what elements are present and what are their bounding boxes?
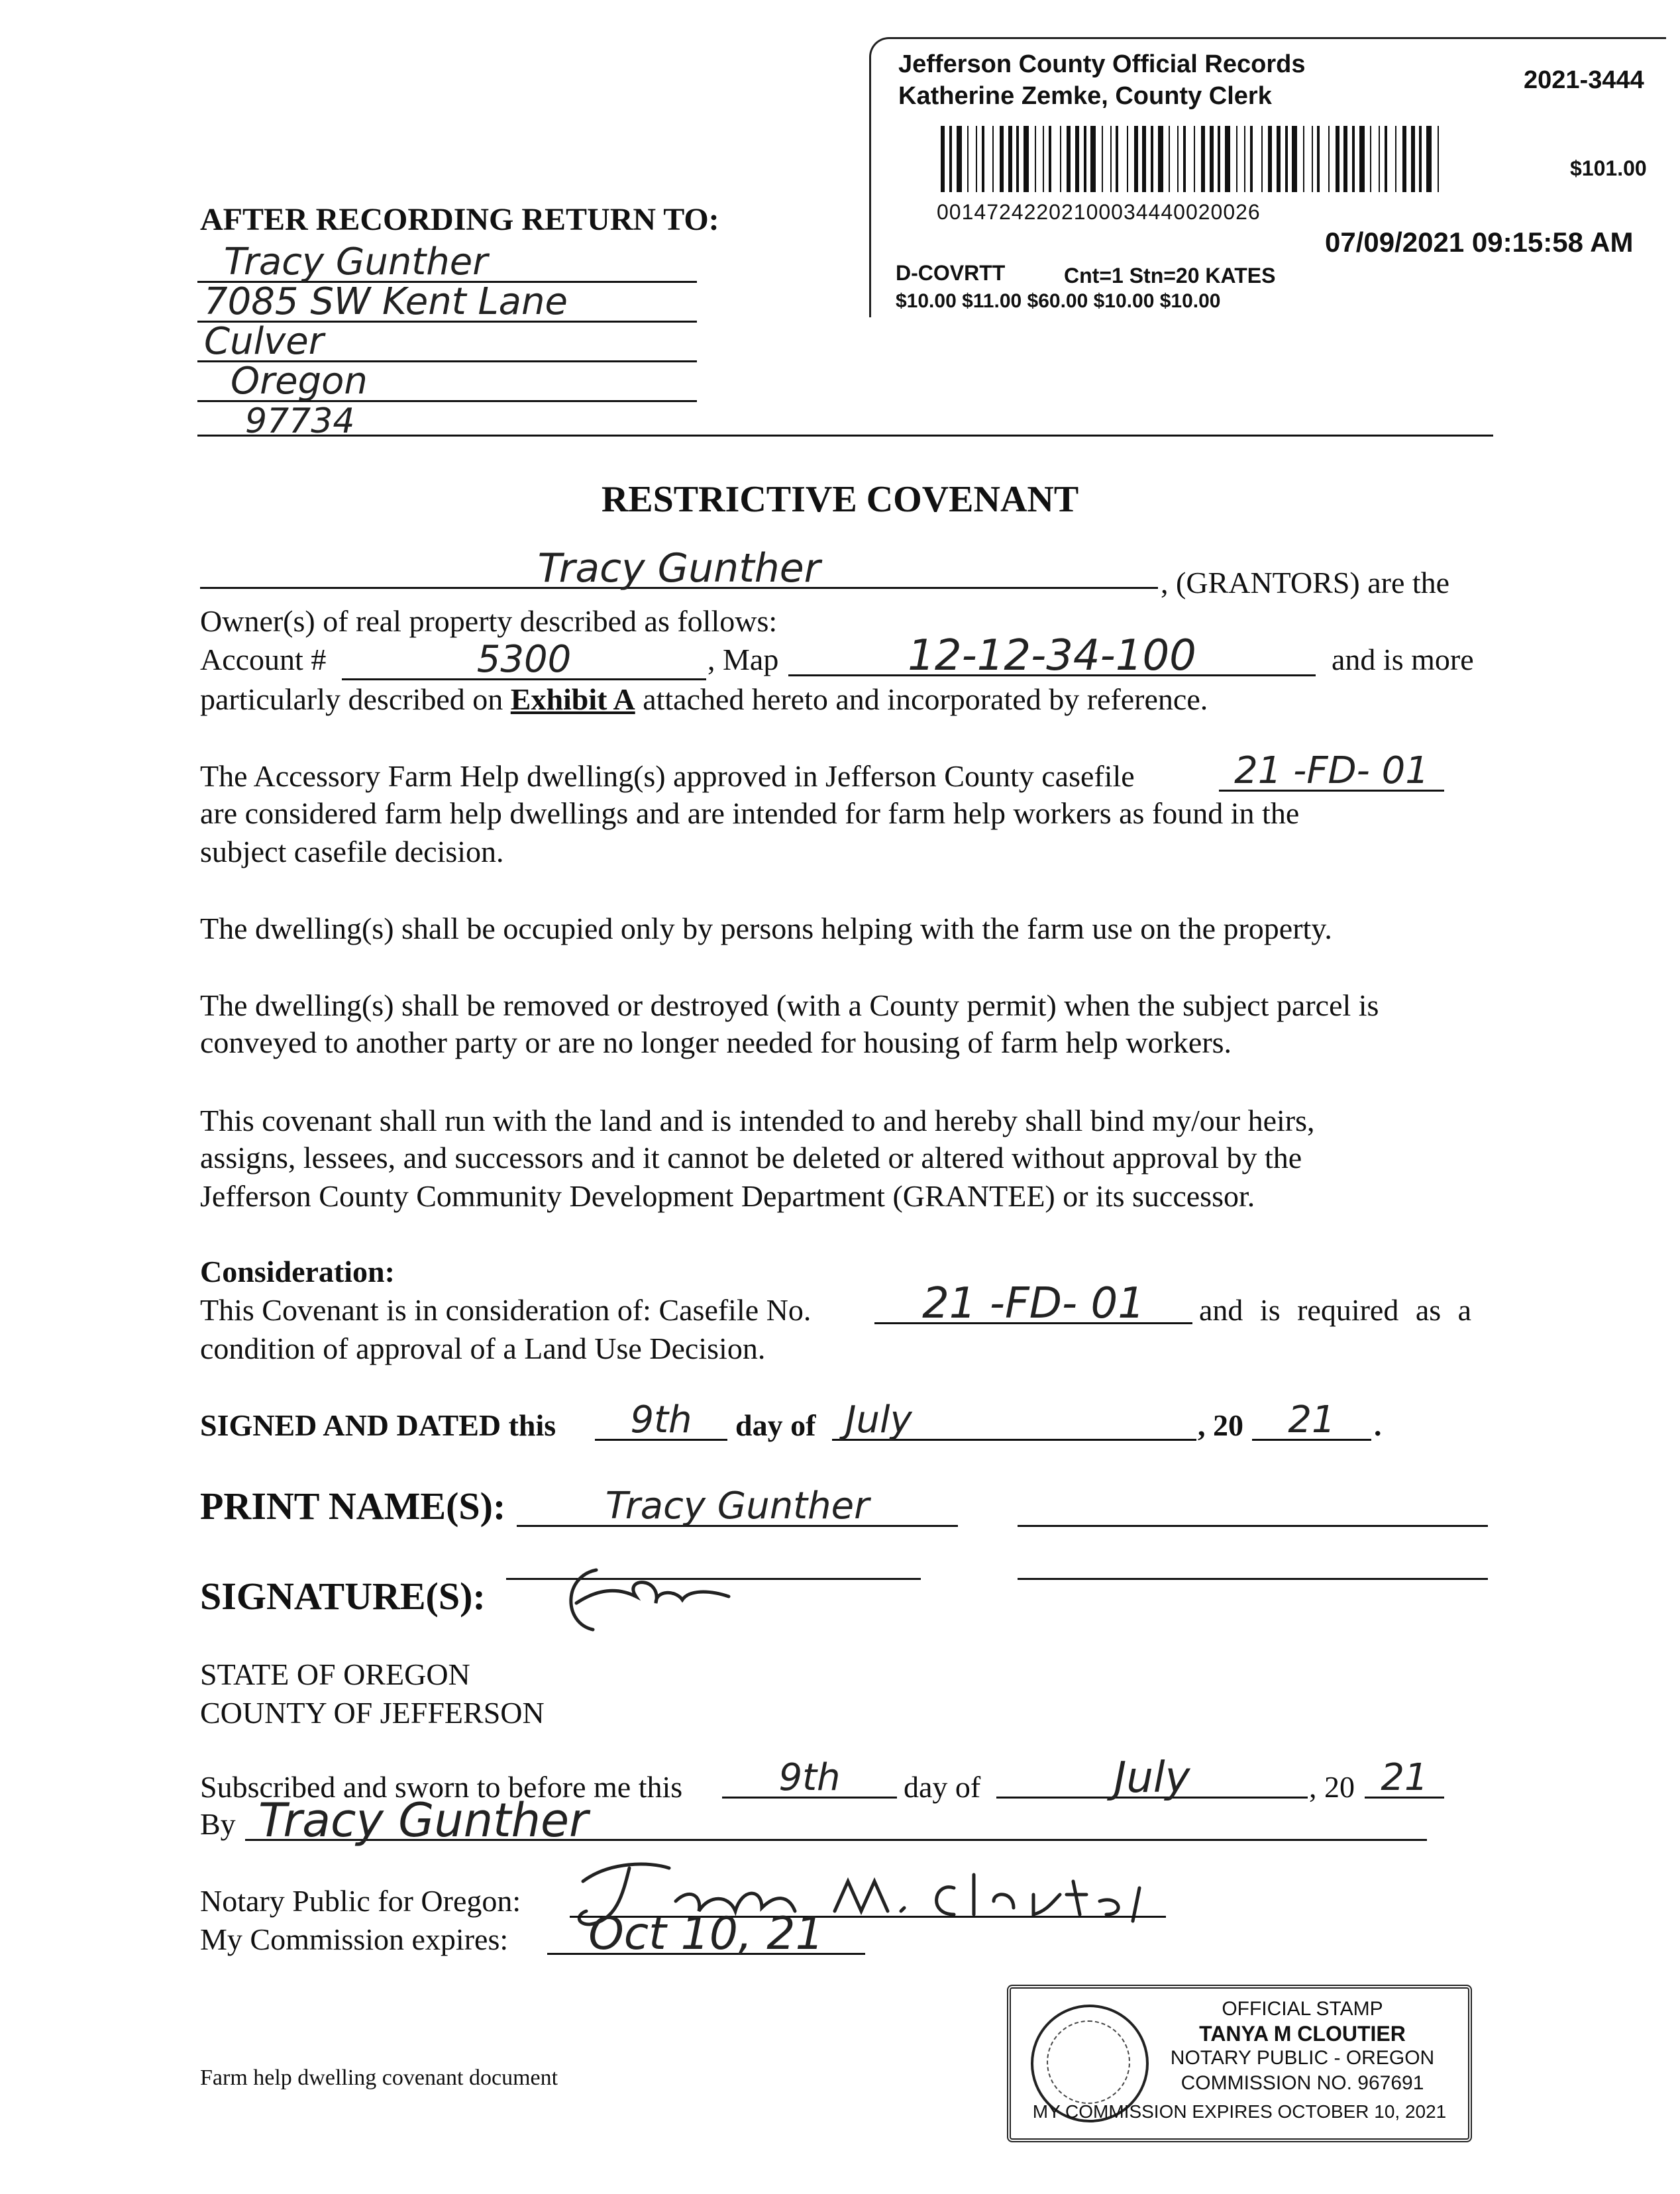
return-line-4: Oregon xyxy=(197,363,697,402)
barcode-bar xyxy=(949,126,952,192)
accessory-line-3: subject casefile decision. xyxy=(200,835,504,868)
exhibit-a-ref: Exhibit A xyxy=(510,682,635,716)
barcode-bar xyxy=(1008,126,1012,192)
accessory-line-2: are considered farm help dwellings and are intended for farm help workers as found in the xyxy=(200,796,1300,830)
barcode-bar xyxy=(1261,126,1263,192)
footer-note: Farm help dwelling covenant document xyxy=(200,2065,558,2090)
consideration-pre: This Covenant is in consideration of: Casefile No. xyxy=(200,1293,812,1327)
signed-year-prefix: , 20 xyxy=(1198,1408,1243,1442)
owner-line: Owner(s) of real property described as follows: xyxy=(200,604,778,638)
return-line-3: Culver xyxy=(197,323,697,362)
sworn-year-field: 21 xyxy=(1365,1759,1444,1799)
sworn-year-prefix: , 20 xyxy=(1309,1770,1355,1804)
recording-clerk: Katherine Zemke, County Clerk xyxy=(898,82,1272,110)
recording-code: D-COVRTT xyxy=(896,261,1006,285)
removed-line-1: The dwelling(s) shall be removed or destroyed (with a County permit) when the subject parcel is xyxy=(200,988,1379,1022)
barcode-bar xyxy=(1177,126,1179,192)
consideration-heading: Consideration: xyxy=(200,1255,395,1288)
barcode-bar xyxy=(1084,126,1086,192)
barcode-bar xyxy=(1158,126,1163,192)
recording-counts: Cnt=1 Stn=20 KATES xyxy=(1064,264,1276,287)
barcode-bar xyxy=(1385,126,1387,192)
signature-field-2 xyxy=(1018,1578,1488,1580)
covenant-line-1: This covenant shall run with the land and is intended to and hereby shall bind my/our heirs, xyxy=(200,1104,1315,1137)
barcode-bar xyxy=(1352,126,1355,192)
barcode-bar xyxy=(1110,126,1112,192)
barcode-bar xyxy=(1268,126,1272,192)
covenant-line-2: assigns, lessees, and successors and it cannot be deleted or altered without approval by the xyxy=(200,1141,1302,1175)
removed-line-2: conveyed to another party or are no longer needed for housing of farm help workers. xyxy=(200,1025,1232,1059)
recording-fees: $10.00 $11.00 $60.00 $10.00 $10.00 xyxy=(896,290,1221,312)
barcode-bar xyxy=(1134,126,1138,192)
notary-official-stamp xyxy=(1007,1985,1472,2142)
return-line-2: 7085 SW Kent Lane xyxy=(197,284,697,323)
sworn-pre: Subscribed and sworn to before me this xyxy=(200,1770,683,1804)
barcode-bar xyxy=(1043,126,1044,192)
barcode-bar xyxy=(1127,126,1128,192)
barcode-bar xyxy=(1419,126,1422,192)
barcode-bar xyxy=(1169,126,1170,192)
barcode-bar xyxy=(967,126,969,192)
grantor-suffix: , (GRANTORS) are the xyxy=(1161,566,1450,600)
header-divider xyxy=(197,435,1493,437)
barcode-bar xyxy=(1049,126,1051,192)
barcode-bar xyxy=(1194,126,1195,192)
barcode-bar xyxy=(1244,126,1245,192)
barcode-bar xyxy=(1292,126,1297,192)
barcode-bar xyxy=(1225,126,1230,192)
barcode-bar xyxy=(1250,126,1253,192)
barcode-bar xyxy=(1402,126,1406,192)
consideration-post: and is required as a xyxy=(1199,1293,1472,1327)
grantor-name-field: Tracy Gunther xyxy=(200,550,1158,589)
barcode-image xyxy=(941,126,1451,192)
commission-field: Oct 10, 21 xyxy=(547,1916,865,1955)
barcode-number: 00147242202100034440020026 xyxy=(937,200,1261,224)
consideration-line-2: condition of approval of a Land Use Decision. xyxy=(200,1332,766,1365)
barcode-bar xyxy=(1370,126,1371,192)
return-line-1: Tracy Gunther xyxy=(197,244,697,283)
accessory-line-1: The Accessory Farm Help dwelling(s) approved in Jefferson County casefile xyxy=(200,759,1135,793)
sworn-day-field: 9th xyxy=(722,1759,897,1799)
print-name-field-1: Tracy Gunther xyxy=(517,1488,958,1527)
signed-year-field: 21 xyxy=(1252,1402,1371,1441)
barcode-bar xyxy=(1090,126,1096,192)
barcode-bar xyxy=(957,126,962,192)
recording-doc-number: 2021-3444 xyxy=(1524,66,1644,94)
return-zip: 97734 xyxy=(245,401,355,441)
barcode-bar xyxy=(941,126,945,192)
barcode-bar xyxy=(1210,126,1214,192)
account-field: 5300 xyxy=(342,641,706,680)
stamp-line-5: MY COMMISSION EXPIRES OCTOBER 10, 2021 xyxy=(1032,2101,1447,2122)
barcode-bar xyxy=(1343,126,1347,192)
barcode-bar xyxy=(976,126,977,192)
sworn-month-field: July xyxy=(996,1759,1308,1799)
recording-timestamp: 07/09/2021 09:15:58 AM xyxy=(1325,227,1634,258)
barcode-bar xyxy=(1183,126,1186,192)
covenant-line-3: Jefferson County Community Development Department (GRANTEE) or its successor. xyxy=(200,1179,1255,1213)
map-label: , Map xyxy=(708,643,779,676)
barcode-bar xyxy=(1438,126,1439,192)
consideration-casefile-field: 21 -FD- 01 xyxy=(874,1285,1192,1324)
recording-amount: $101.00 xyxy=(1570,156,1647,180)
stamp-line-1: OFFICIAL STAMP xyxy=(1222,1998,1383,2020)
barcode-bar xyxy=(982,126,984,192)
stamp-line-3: NOTARY PUBLIC - OREGON xyxy=(1170,2047,1435,2069)
grantor-signature-image xyxy=(556,1550,795,1643)
barcode-bar xyxy=(1285,126,1288,192)
signed-end: . xyxy=(1374,1408,1382,1442)
barcode-bar xyxy=(1359,126,1365,192)
barcode-bar xyxy=(1317,126,1320,192)
barcode-bar xyxy=(1142,126,1146,192)
barcode-bar xyxy=(1312,126,1313,192)
barcode-bar xyxy=(1236,126,1237,192)
signed-pre: SIGNED AND DATED this xyxy=(200,1408,556,1442)
barcode-bar xyxy=(1102,126,1103,192)
barcode-bar xyxy=(1151,126,1153,192)
occupied-paragraph: The dwelling(s) shall be occupied only by persons helping with the farm use on the property. xyxy=(200,912,1332,945)
barcode-bar xyxy=(1411,126,1415,192)
barcode-bar xyxy=(1328,126,1330,192)
document-title: RESTRICTIVE COVENANT xyxy=(601,479,1079,520)
barcode-bar xyxy=(1336,126,1339,192)
barcode-bar xyxy=(1303,126,1304,192)
barcode-bar xyxy=(1035,126,1036,192)
print-name-label: PRINT NAME(S): xyxy=(200,1485,506,1528)
barcode-bar xyxy=(1024,126,1029,192)
signed-day-of: day of xyxy=(735,1408,816,1442)
signed-month-field: July xyxy=(832,1402,1196,1441)
sworn-day-of: day of xyxy=(904,1770,981,1804)
barcode-bar xyxy=(1067,126,1071,192)
by-name-field: Tracy Gunther xyxy=(245,1802,1427,1841)
signed-day-field: 9th xyxy=(595,1402,727,1441)
commission-label: My Commission expires: xyxy=(200,1922,509,1956)
barcode-bar xyxy=(1395,126,1396,192)
notary-public-label: Notary Public for Oregon: xyxy=(200,1884,521,1918)
barcode-bar xyxy=(1116,126,1118,192)
stamp-line-2: TANYA M CLOUTIER xyxy=(1199,2022,1406,2046)
county-line: COUNTY OF JEFFERSON xyxy=(200,1696,545,1730)
barcode-bar xyxy=(1379,126,1380,192)
barcode-bar xyxy=(1277,126,1281,192)
stamp-line-4: COMMISSION NO. 967691 xyxy=(1181,2072,1424,2094)
barcode-bar xyxy=(992,126,994,192)
map-field: 12-12-34-100 xyxy=(788,637,1316,676)
barcode-bar xyxy=(1060,126,1061,192)
barcode-bar xyxy=(1016,126,1019,192)
print-name-field-2 xyxy=(1018,1488,1488,1527)
barcode-bar xyxy=(1218,126,1220,192)
accessory-casefile-field: 21 -FD- 01 xyxy=(1219,753,1444,792)
account-label: Account # xyxy=(200,643,327,676)
described-line: particularly described on Exhibit A attached hereto and incorporated by reference. xyxy=(200,682,1208,716)
return-to-heading: AFTER RECORDING RETURN TO: xyxy=(200,202,719,237)
by-label: By xyxy=(200,1807,236,1841)
barcode-bar xyxy=(1201,126,1205,192)
barcode-bar xyxy=(1000,126,1004,192)
barcode-bar xyxy=(1426,126,1432,192)
signature-label: SIGNATURE(S): xyxy=(200,1575,486,1618)
and-is-more: and is more xyxy=(1332,643,1474,676)
state-line: STATE OF OREGON xyxy=(200,1657,470,1691)
recording-office: Jefferson County Official Records xyxy=(898,50,1306,78)
barcode-bar xyxy=(1075,126,1079,192)
